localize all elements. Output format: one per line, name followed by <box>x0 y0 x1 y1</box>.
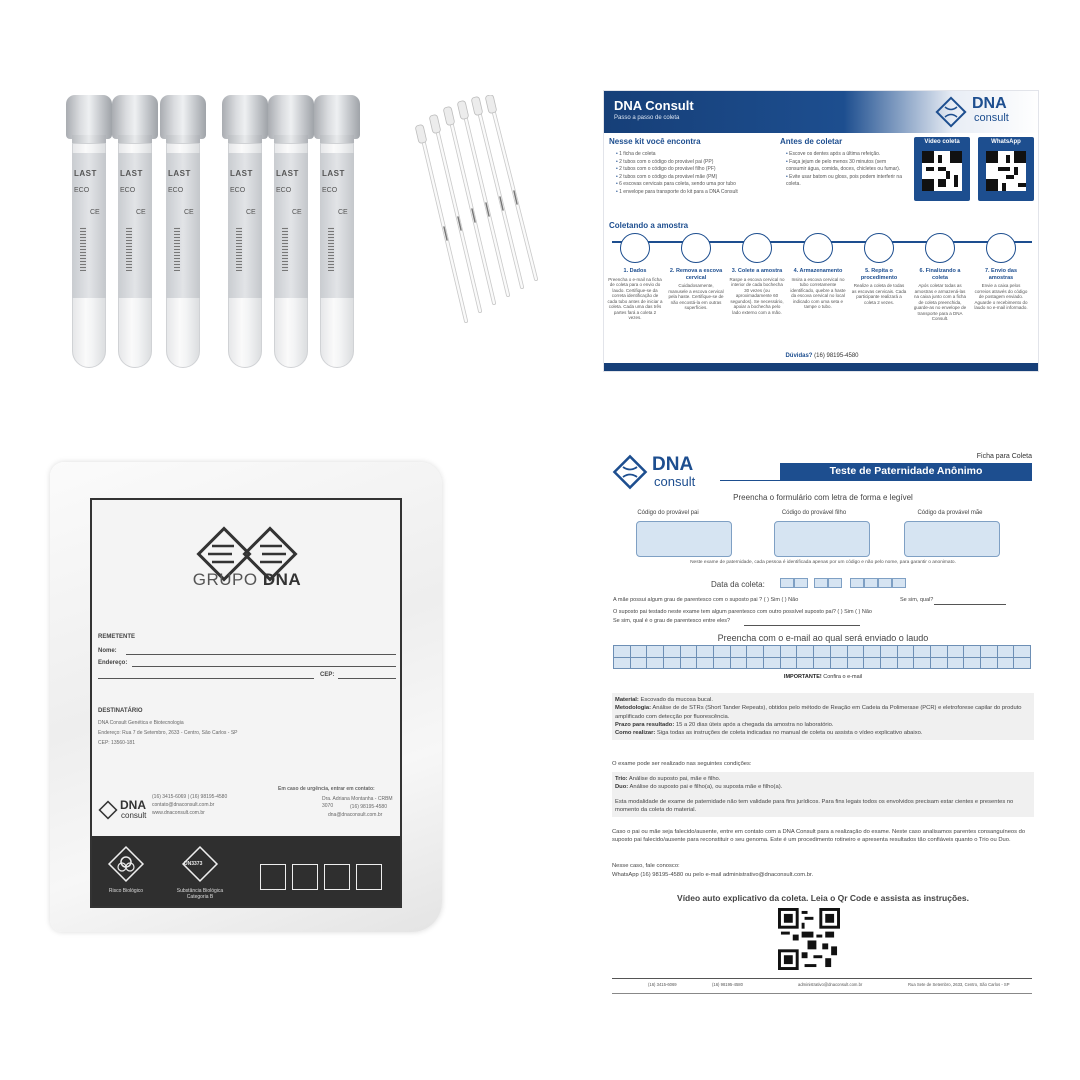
transport-bag <box>50 462 442 932</box>
grupo-dna-logo-icon <box>182 514 312 604</box>
email-char-cell[interactable] <box>948 646 964 657</box>
form-icon <box>620 233 650 263</box>
email-char-cell[interactable] <box>764 646 780 657</box>
email-char-cell[interactable] <box>697 646 713 657</box>
contact-phone: (16) 3415-6069 | (16) 98195-4580 <box>152 794 228 800</box>
handle-care-icon <box>292 864 318 890</box>
email-char-cell[interactable] <box>998 646 1014 657</box>
email-char-cell[interactable] <box>931 646 947 657</box>
qr-code-icon <box>922 151 962 191</box>
step-desc: Insira a escova cervical no tubo corretamente identificado, quebre a haste da escova cervical no local indicado com uma seta e tampe o tubo. <box>790 276 846 309</box>
deceased-text: Caso o pai ou mãe seja falecido/ausente, entre em contato com a DNA Consult para a realização do exame. Neste caso analisamos parentes consanguíneos do suposto pai falecido/ausente para reconstituir o seu genoma. Este é um procedimento rotineiro e apresenta resultados tão confiáveis quanto o Trio ou Duo. <box>612 829 1026 844</box>
logo-dna: DNA <box>262 570 302 589</box>
date-label: Data da coleta: <box>711 580 765 589</box>
step-desc: Preencha o e-mail na ficha de coleta para o envio do laudo. Certifique-se da correta identificação de cada tubo antes de iniciar a coleta. Cada uma das três partes fará a coleta 2 vezes. <box>607 276 663 320</box>
un3373-code: UN3373 <box>184 861 203 867</box>
form-title-underline <box>720 480 1032 481</box>
dest-cep: CEP: 13560-181 <box>98 740 135 746</box>
endereco-line <box>132 666 396 667</box>
card-subtitle: Passo a passo de coleta <box>614 115 680 121</box>
tube-cap <box>222 95 268 139</box>
hazard-strip <box>92 836 400 906</box>
email-char-cell[interactable] <box>898 658 914 669</box>
tube-ce: CE <box>184 209 194 216</box>
step-title: 3. Colete a amostra <box>731 268 783 274</box>
card-header <box>604 91 1039 133</box>
date-month-1[interactable] <box>814 578 828 588</box>
email-char-cell[interactable] <box>731 646 747 657</box>
urgency-phone: (16) 98195-4580 <box>350 804 387 810</box>
kit-item: • 2 tubos com o código do provável filho (PF) <box>616 166 776 174</box>
dest-name: DNA Consult Genética e Biotecnologia <box>98 720 184 726</box>
grupo-dna-logo <box>92 570 402 590</box>
dna-diamond-icon <box>610 452 650 492</box>
card-title: DNA Consult <box>614 98 694 113</box>
qr-video[interactable] <box>914 137 970 201</box>
step-title: 6. Finalizando a coleta <box>919 268 961 281</box>
important-label: IMPORTANTE! <box>783 674 822 680</box>
email-char-cell[interactable] <box>831 646 847 657</box>
kit-title: Nesse kit você encontra <box>609 137 701 146</box>
email-input-grid[interactable] <box>613 645 1031 669</box>
email-char-cell[interactable] <box>747 658 763 669</box>
metodologia-text: Análise de de STRs (Short Tander Repeats), obtidos pelo método de Reação em Cadeia da Polimerase (PCR) e eletroforese capilar do produto amplificado com detecção por fluorescência. <box>615 705 1022 720</box>
step-5 <box>851 233 907 305</box>
tube <box>222 95 268 370</box>
email-char-cell[interactable] <box>714 646 730 657</box>
tube-ce: CE <box>90 209 100 216</box>
prazo-label: Prazo para resultado: <box>615 721 675 728</box>
before-item: • Evite usar batom ou gloss, pois podem interferir na coleta. <box>786 174 906 189</box>
date-year-1[interactable] <box>850 578 864 588</box>
instruction-card <box>603 90 1039 372</box>
this-side-up-icon <box>324 864 350 890</box>
step-title: 2. Remova a escova cervical <box>669 268 723 281</box>
collection-tubes <box>60 95 360 375</box>
question-father-kinship: O suposto pai testado neste exame tem algum parentesco com outro possível suposto pai? ( ) Sim ( ) Não <box>613 609 872 615</box>
material-text: Escovado da mucosa bucal. <box>638 697 713 703</box>
email-char-cell[interactable] <box>948 658 964 669</box>
tube-ce: CE <box>338 209 348 216</box>
collection-form <box>608 450 1038 998</box>
step-title: 4. Armazenamento <box>793 268 843 274</box>
email-char-cell[interactable] <box>764 658 780 669</box>
tube-brand: LAST <box>276 169 299 178</box>
endereco-line-2 <box>98 678 314 679</box>
step-desc: Envie a caixa pelos correios através do código de postagem enviado. Aguarde o recebimento do laudo no e-mail informado. <box>974 283 1028 310</box>
step-7 <box>973 233 1029 311</box>
tube-cap <box>268 95 314 139</box>
repeat-icon <box>864 233 894 263</box>
biohazard-label: Risco Biológico <box>108 888 144 894</box>
urgency-title: Em caso de urgência, entrar em contato: <box>278 786 375 792</box>
cervical-brushes <box>410 95 550 325</box>
kit-item: • 6 escovas cervicais para coleta, sendo uma por tubo <box>616 181 776 189</box>
tube-cap <box>160 95 206 139</box>
form-dna-consult-logo <box>610 452 720 492</box>
material-label: Material: <box>615 697 639 703</box>
before-item: • Faça jejum de pelo menos 30 minutos (sem consumir água, comida, doces, chicletes ou fumar). <box>786 159 906 174</box>
email-char-cell[interactable] <box>731 658 747 669</box>
logo-consult: consult <box>654 474 696 489</box>
tube-ce: CE <box>246 209 256 216</box>
code-filho-field[interactable] <box>774 521 870 557</box>
email-char-cell[interactable] <box>864 646 880 657</box>
email-char-cell[interactable] <box>781 658 797 669</box>
email-char-cell[interactable] <box>681 658 697 669</box>
email-char-cell[interactable] <box>848 646 864 657</box>
form-instruction: Preencha o formulário com letra de forma e legível <box>733 493 913 502</box>
tube-eco: ECO <box>276 187 292 194</box>
tube-barcode <box>236 227 242 271</box>
endereco-label: Endereço: <box>98 660 128 666</box>
question-mother-kinship-which: Se sim, qual? <box>900 597 934 603</box>
tube-icon <box>803 233 833 263</box>
dna-diamond-icon <box>934 95 968 129</box>
conditions-title: O exame pode ser realizado nas seguintes condições: <box>612 761 752 767</box>
tube-brand: LAST <box>168 169 191 178</box>
tube-eco: ECO <box>120 187 136 194</box>
before-item: • Escove os dentes após a última refeição. <box>786 151 906 159</box>
tube-barcode <box>126 227 132 271</box>
urgency-email: dna@dnaconsult.com.br <box>328 812 383 818</box>
footer-divider <box>612 978 1032 979</box>
question-kinship-degree: Se sim, qual é o grau de parentesco entre eles? <box>613 618 731 624</box>
step-desc: Realize a coleta de todas as escovas cervicais. Cada participante realizará a coleta 2 vezes. <box>851 283 907 305</box>
logo-consult: consult <box>974 112 1009 124</box>
code-mae-field[interactable] <box>904 521 1000 557</box>
dest-address: Endereço: Rua 7 de Setembro, 2633 - Centro, São Carlos - SP <box>98 730 238 736</box>
brush-icon <box>681 233 711 263</box>
email-char-cell[interactable] <box>881 646 897 657</box>
step-3 <box>729 233 785 315</box>
code-filho-label: Código do provável filho <box>781 510 847 516</box>
question-mother-kinship: A mãe possui algum grau de parentesco com o suposto pai ? ( ) Sim ( ) Não <box>613 597 799 603</box>
contact-text: WhatsApp (16) 98195-4580 ou pelo e-mail administrativo@dnaconsult.com.br. <box>612 872 814 878</box>
step-title: 7. Envio das amostras <box>984 268 1018 281</box>
bag-dna-consult-logo <box>98 796 150 824</box>
email-char-cell[interactable] <box>647 658 663 669</box>
step-4 <box>790 233 846 310</box>
email-char-cell[interactable] <box>964 646 980 657</box>
step-1 <box>607 233 663 321</box>
date-year-4[interactable] <box>892 578 906 588</box>
email-char-cell[interactable] <box>864 658 880 669</box>
email-char-cell[interactable] <box>814 646 830 657</box>
prazo-text: 15 a 20 dias úteis após a chegada da amostra no laboratório. <box>674 721 834 728</box>
logo-consult: consult <box>121 811 147 820</box>
tube-brand: LAST <box>230 169 253 178</box>
tube-eco: ECO <box>230 187 246 194</box>
email-char-cell[interactable] <box>964 658 980 669</box>
footer-email: administrativo@dnaconsult.com.br <box>798 982 863 987</box>
contact-title: Nesse caso, fale conosco: <box>612 863 680 869</box>
step-6 <box>912 233 968 322</box>
email-char-cell[interactable] <box>797 658 813 669</box>
logo-dna: DNA <box>972 95 1007 112</box>
date-month-2[interactable] <box>828 578 842 588</box>
email-char-cell[interactable] <box>914 646 930 657</box>
keep-dry-icon <box>356 864 382 890</box>
form-title-band <box>780 463 1032 480</box>
biohazard-icon <box>106 844 146 884</box>
email-char-cell[interactable] <box>647 646 663 657</box>
card-footer <box>604 353 1039 359</box>
form-title: Teste de Paternidade Anônimo <box>829 465 983 477</box>
face-icon <box>742 233 772 263</box>
email-char-cell[interactable] <box>914 658 930 669</box>
duo-label: Duo: <box>615 784 629 791</box>
tube-eco: ECO <box>74 187 90 194</box>
before-title: Antes de coletar <box>780 137 843 146</box>
date-day-1[interactable] <box>780 578 794 588</box>
fragile-icon <box>260 864 286 890</box>
anonymity-note: Neste exame de paternidade, cada pessoa é identificada apenas por um código e não pelo nome, para garantir o anonimato. <box>690 560 956 565</box>
tube <box>112 95 158 370</box>
kit-list <box>616 151 776 196</box>
logo-dna: DNA <box>652 454 694 475</box>
code-mae-label: Código da provável mãe <box>917 510 983 516</box>
step-desc: Raspe a escova cervical no interior de cada bochecha 30 vezes (ou aproximadamente 60 segundos). Se necessário, apoiar a bochecha pelo lado externo com a mão. <box>729 276 785 315</box>
nome-line <box>126 654 396 655</box>
video-title: Vídeo auto explicativo da coleta. Leia o Qr Code e assista as instruções. <box>677 893 969 903</box>
tube-barcode <box>174 227 180 271</box>
cep-label: CEP: <box>320 672 335 678</box>
tube <box>268 95 314 370</box>
kit-item: • 2 tubos com o código do provável pai (PP) <box>616 159 776 167</box>
logo-grupo: GRUPO <box>192 570 258 589</box>
footer-label: Dúvidas? <box>785 353 813 359</box>
conditions-block <box>612 772 1034 817</box>
dna-consult-logo <box>934 95 1030 129</box>
video-qr-code-icon[interactable] <box>778 908 840 970</box>
email-char-cell[interactable] <box>898 646 914 657</box>
email-char-cell[interactable] <box>781 646 797 657</box>
tube <box>160 95 206 370</box>
tube-cap <box>314 95 360 139</box>
form-ficha: Ficha para Coleta <box>976 453 1032 460</box>
email-char-cell[interactable] <box>697 658 713 669</box>
qr-whatsapp[interactable] <box>978 137 1034 201</box>
kit-item: • 2 tubos com o código da provável mãe (PM) <box>616 174 776 182</box>
date-year-2[interactable] <box>864 578 878 588</box>
truck-icon <box>986 233 1016 263</box>
exam-info-block <box>612 693 1034 740</box>
before-list <box>786 151 906 189</box>
email-char-cell[interactable] <box>881 658 897 669</box>
tube-brand: LAST <box>120 169 143 178</box>
email-char-cell[interactable] <box>631 646 647 657</box>
email-char-cell[interactable] <box>1014 658 1030 669</box>
step-desc: Após coletar todas as amostras e armazená-las na caixa junto com a ficha de coleta preenchida, guarde-as no envelope de transporte para a DNA Consult. <box>913 283 967 321</box>
trio-text: Análise do suposto pai, mãe e filho. <box>627 776 721 782</box>
bag-label-panel <box>90 498 402 908</box>
trio-label: Trio: <box>615 776 628 782</box>
important-note <box>608 674 1038 680</box>
tube-brand: LAST <box>322 169 345 178</box>
email-char-cell[interactable] <box>931 658 947 669</box>
step-2 <box>668 233 724 311</box>
duo-text: Análise do suposto pai e filho(a), ou suposta mãe e filho(a). <box>628 784 783 791</box>
email-char-cell[interactable] <box>747 646 763 657</box>
biohazard-cat-label: Substância Biológica Categoria B <box>176 888 224 900</box>
legal-text: Esta modalidade de exame de paternidade não tem validade para fins jurídicos. Para fins legais todos os envolvidos precisam estar cientes e presentes no momento da coleta do material. <box>615 798 1014 813</box>
brush <box>485 95 536 279</box>
tube-cap <box>112 95 158 139</box>
tube-eco: ECO <box>322 187 338 194</box>
tube <box>314 95 360 370</box>
footer-phone[interactable]: (16) 98195-4580 <box>814 353 859 359</box>
nome-label: Nome: <box>98 648 117 654</box>
code-pai-field[interactable] <box>636 521 732 557</box>
kinship-which-line[interactable] <box>934 604 1006 605</box>
footer-whatsapp: (16) 98195-4580 <box>712 982 743 987</box>
metodologia-label: Metodologia: <box>615 705 652 712</box>
tube-ce: CE <box>136 209 146 216</box>
card-bottom-bar <box>604 363 1039 371</box>
contact-email: contato@dnaconsult.com.br <box>152 802 215 808</box>
tube-cap <box>66 95 112 139</box>
email-char-cell[interactable] <box>797 646 813 657</box>
email-char-cell[interactable] <box>631 658 647 669</box>
logo-dna: DNA <box>120 798 146 812</box>
tube-ce: CE <box>292 209 302 216</box>
como-label: Como realizar: <box>615 730 656 737</box>
remetente-label: REMETENTE <box>98 634 136 640</box>
kit-item: • 1 ficha de coleta <box>616 151 776 159</box>
cep-line <box>338 678 396 679</box>
steps-title: Coletando a amostra <box>609 221 689 230</box>
important-text: Confira o e-mail <box>821 674 863 680</box>
qr-code-icon <box>986 151 1026 191</box>
code-pai-label: Código do provável pai <box>637 510 699 516</box>
tube-barcode <box>328 227 334 271</box>
email-char-cell[interactable] <box>848 658 864 669</box>
step-title: 5. Repita o procedimento <box>860 268 898 281</box>
bottom-divider <box>612 993 1032 994</box>
email-char-cell[interactable] <box>714 658 730 669</box>
qr-video-label: Vídeo coleta <box>924 139 960 145</box>
tube-barcode <box>282 227 288 271</box>
email-char-cell[interactable] <box>664 658 680 669</box>
footer-phone: (16) 3415-6069 <box>648 982 677 987</box>
destinatario-label: DESTINATÁRIO <box>98 708 143 714</box>
email-char-cell[interactable] <box>614 658 630 669</box>
dna-diamond-icon <box>98 800 118 820</box>
contact-site: www.dnaconsult.com.br <box>152 810 205 816</box>
step-desc: Cuidadosamente, manusele a escova cervical pela haste. Certifique-se de não encostá-la em outras superfícies. <box>668 283 724 310</box>
como-text: Siga todas as instruções de coleta indicadas no manual de coleta ou assista o vídeo explicativo abaixo. <box>655 730 923 737</box>
email-char-cell[interactable] <box>981 646 997 657</box>
tube <box>66 95 112 370</box>
email-char-cell[interactable] <box>664 646 680 657</box>
urgency-name: Dra. Adriana Montanha - CRBM 3070 <box>322 796 393 809</box>
step-title: 1. Dados <box>623 268 647 274</box>
footer-address: Rua Sete de Setembro, 2633, Centro, São Carlos - SP <box>908 982 1010 987</box>
date-year-3[interactable] <box>878 578 892 588</box>
email-char-cell[interactable] <box>981 658 997 669</box>
tube-brand: LAST <box>74 169 97 178</box>
email-char-cell[interactable] <box>614 646 630 657</box>
kit-item: • 1 envelope para transporte do kit para a DNA Consult <box>616 189 776 197</box>
email-char-cell[interactable] <box>1014 646 1030 657</box>
tube-eco: ECO <box>168 187 184 194</box>
qr-whatsapp-label: WhatsApp <box>991 139 1021 145</box>
email-char-cell[interactable] <box>831 658 847 669</box>
date-day-2[interactable] <box>794 578 808 588</box>
email-char-cell[interactable] <box>814 658 830 669</box>
email-char-cell[interactable] <box>998 658 1014 669</box>
box-icon <box>925 233 955 263</box>
email-title: Preencha com o e-mail ao qual será enviado o laudo <box>717 633 929 643</box>
tube-barcode <box>80 227 86 271</box>
kinship-degree-line[interactable] <box>744 625 860 626</box>
email-char-cell[interactable] <box>681 646 697 657</box>
